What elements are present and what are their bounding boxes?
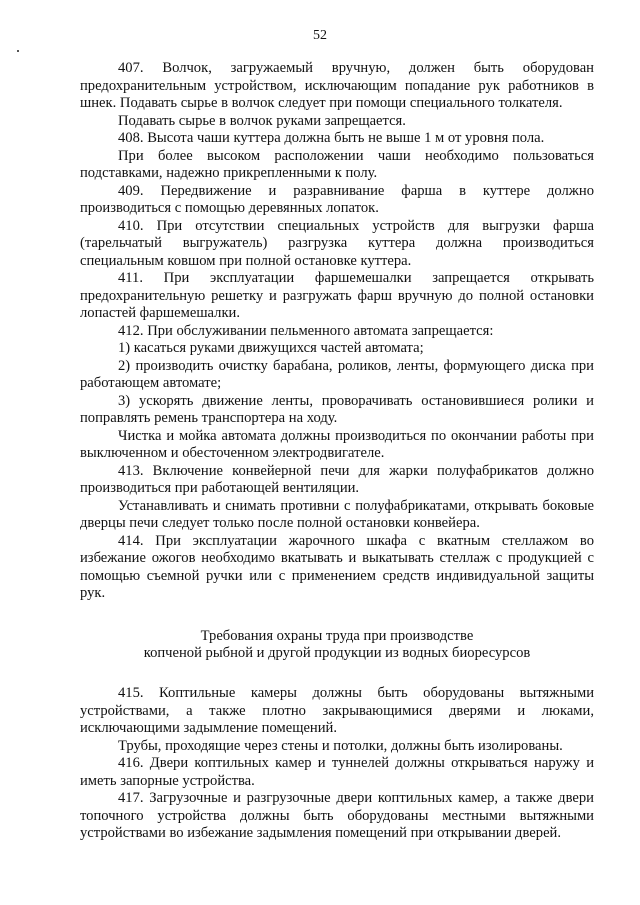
paragraph-416: 416. Двери коптильных камер и туннелей должны открываться наружу и иметь запорные устройства. bbox=[80, 755, 594, 789]
paragraph-413: 413. Включение конвейерной печи для жарки полуфабрикатов должно производиться при работающей вентиляции. bbox=[80, 462, 594, 496]
paragraph-411: 411. При эксплуатации фаршемешалки запрещается открывать предохранительную решетку и разгружать фарш вручную до полной остановки лопастей фаршемешалки. bbox=[80, 270, 594, 321]
paragraph-407: 407. Волчок, загружаемый вручную, должен быть оборудован предохранительным устройством, исключающим попадание рук работников в шнек. Подавать сырье в волчок следует при помощи специального толкателя. bbox=[80, 60, 594, 111]
paragraph-412-item-1: 1) касаться руками движущихся частей автомата; bbox=[118, 340, 424, 356]
paragraph-409: 409. Передвижение и разравнивание фарша в куттере должно производиться с помощью деревянных лопаток. bbox=[80, 182, 594, 216]
section-heading-line-2: копченой рыбной и другой продукции из водных биоресурсов bbox=[143, 645, 531, 662]
paragraph-412-item-3: 3) ускорять движение ленты, проворачивать остановившиеся ролики и поправлять ремень транспортера на ходу. bbox=[80, 392, 594, 426]
paragraph-412-note: Чистка и мойка автомата должны производиться по окончании работы при выключенном и обесточенном электродвигателе. bbox=[80, 427, 594, 461]
section-heading bbox=[80, 628, 594, 664]
paragraphs-after-section bbox=[80, 685, 594, 843]
paragraph-408: 408. Высота чаши куттера должна быть не выше 1 м от уровня пола. bbox=[118, 130, 545, 146]
paragraph-417: 417. Загрузочные и разгрузочные двери коптильных камер, а также двери топочного устройства должны быть оборудованы местными вытяжными устройствами во избежание задымления помещений при открывании дверей. bbox=[80, 790, 594, 842]
paragraph-415: 415. Коптильные камеры должны быть оборудованы вытяжными устройствами, а также плотно закрывающимися дверями и люками, исключающими задымление помещений. bbox=[80, 685, 594, 737]
paragraph-408-note: При более высоком расположении чаши необходимо пользоваться подставками, надежно прикрепленными к полу. bbox=[80, 147, 594, 181]
scan-speck bbox=[17, 50, 19, 52]
paragraph-415-note: Трубы, проходящие через стены и потолки, должны быть изолированы. bbox=[118, 737, 563, 754]
paragraph-412-item-2: 2) производить очистку барабана, роликов, ленты, формующего диска при работающем автомате; bbox=[80, 357, 594, 391]
paragraph-414: 414. При эксплуатации жарочного шкафа с вкатным стеллажом во избежание ожогов необходимо вкатывать и выкатывать стеллаж с продукцией с помощью съемной ручки или с применением средств индивидуальной защиты рук. bbox=[80, 532, 594, 601]
paragraph-413-note: Устанавливать и снимать противни с полуфабрикатами, открывать боковые дверцы печи следует только после полной остановки конвейера. bbox=[80, 497, 594, 531]
paragraph-407-note: Подавать сырье в волчок руками запрещается. bbox=[118, 112, 406, 129]
paragraph-412: 412. При обслуживании пельменного автомата запрещается: bbox=[118, 322, 494, 339]
paragraphs-before-section bbox=[80, 60, 594, 603]
section-heading-line-1: Требования охраны труда при производстве bbox=[200, 627, 474, 644]
document-body bbox=[80, 60, 594, 843]
page-number: 52 bbox=[313, 28, 327, 43]
paragraph-410: 410. При отсутствии специальных устройств для выгрузки фарша (тарельчатый выгружатель) разгрузка куттера должна производиться специальным ковшом при полной остановке куттера. bbox=[80, 217, 594, 269]
